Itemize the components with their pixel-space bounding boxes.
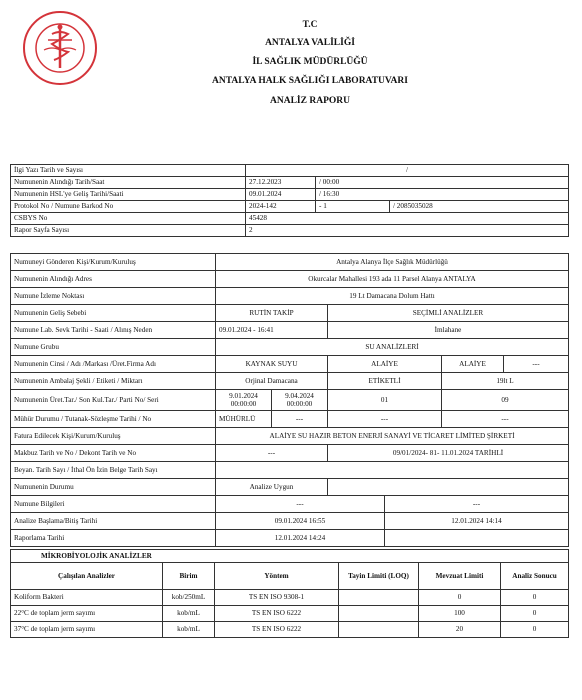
info-value: - 1 <box>316 201 390 213</box>
status-label: Numunenin Durumu <box>11 479 216 496</box>
info-value: / 00:00 <box>316 177 569 189</box>
sample-row <box>11 373 569 390</box>
analysis-label: Analize Başlama/Bitiş Tarihi <box>11 513 216 530</box>
info-label: Numunenin Alındığı Tarih/Saat <box>11 177 246 189</box>
micro-cell: 0 <box>501 606 569 622</box>
micro-cell: 37°C de toplam jerm sayımı <box>11 622 163 638</box>
info-value: / <box>246 165 569 177</box>
micro-cell: Koliform Bakteri <box>11 590 163 606</box>
header-mudurluk: İL SAĞLIK MÜDÜRLÜĞÜ <box>252 57 368 67</box>
receipt-label: Makbuz Tarih ve No / Dekont Tarih ve No <box>11 445 216 462</box>
sample-row <box>11 445 569 462</box>
receipt-value: --- <box>216 445 328 462</box>
micro-cell: kob/250mL <box>163 590 215 606</box>
sample-row <box>11 462 569 479</box>
micro-header: Çalışılan Analizler <box>11 563 163 590</box>
prod-time-text: 00:00:00 <box>230 400 257 408</box>
header-valilik: ANTALYA VALİLİĞİ <box>265 38 355 48</box>
sender-value: Antalya Alanya İlçe Sağlık Müdürlüğü <box>216 254 569 271</box>
header-lab: ANTALYA HALK SAĞLIĞI LABORATUVARI <box>212 76 408 86</box>
header-tc: T.C <box>302 20 318 30</box>
prod-label: Numunenin Üret.Tar./ Son Kul.Tar./ Parti No/ Seri <box>11 390 216 411</box>
info-value: 2024-142 <box>246 201 316 213</box>
group-label: Numune Grubu <box>11 339 216 356</box>
micro-title-row <box>11 550 569 563</box>
sample-row <box>11 254 569 271</box>
micro-cell <box>339 606 419 622</box>
analysis-end: 12.01.2024 14:14 <box>385 513 569 530</box>
pack-value: Orjinal Damacana <box>216 373 328 390</box>
seal-value: MÜHÜRLÜ <box>216 411 272 428</box>
table-row <box>11 622 569 638</box>
micro-cell: 0 <box>501 622 569 638</box>
batch-value: 01 <box>328 390 442 411</box>
info-label: Protokol No / Numune Barkod No <box>11 201 246 213</box>
exp-date <box>272 390 328 411</box>
info-value: / 16:30 <box>316 189 569 201</box>
health-ministry-seal-icon <box>22 10 98 86</box>
type-value: ALAİYE <box>328 356 442 373</box>
type-value: --- <box>504 356 569 373</box>
info-label: İlgi Yazı Tarih ve Sayısı <box>11 165 246 177</box>
sample-table <box>10 253 569 547</box>
info-bilgi-label: Numune Bilgileri <box>11 496 216 513</box>
info-value: 09.01.2024 <box>246 189 316 201</box>
sample-row <box>11 322 569 339</box>
info-value: 45428 <box>246 213 569 225</box>
invoice-value: ALAİYE SU HAZIR BETON ENERJİ SANAYİ VE TİCARET LİMİTED ŞİRKETİ <box>216 428 569 445</box>
micro-cell: 0 <box>419 590 501 606</box>
sample-row <box>11 496 569 513</box>
point-label: Numune İzleme Noktası <box>11 288 216 305</box>
info-row <box>11 177 569 189</box>
micro-cell: TS EN ISO 6222 <box>215 622 339 638</box>
micro-header: Birim <box>163 563 215 590</box>
sample-row <box>11 530 569 547</box>
seal-value: --- <box>272 411 328 428</box>
group-value: SU ANALİZLERİ <box>216 339 569 356</box>
micro-cell <box>339 590 419 606</box>
micro-cell: 0 <box>501 590 569 606</box>
micro-cell: 22°C de toplam jerm sayımı <box>11 606 163 622</box>
seal-label: Mühür Durumu / Tutanak-Sözleşme Tarihi / No <box>11 411 216 428</box>
sample-row <box>11 271 569 288</box>
reason-label: Numunenin Geliş Sebebi <box>11 305 216 322</box>
info-bilgi-value: --- <box>385 496 569 513</box>
exp-date-text: 9.04.2024 <box>285 391 314 400</box>
pack-value: ETİKETLİ <box>328 373 442 390</box>
header-report: ANALİZ RAPORU <box>270 96 350 106</box>
info-row <box>11 225 569 237</box>
sample-row <box>11 390 569 411</box>
sender-label: Numuneyi Gönderen Kişi/Kurum/Kuruluş <box>11 254 216 271</box>
prod-date-text: 9.01.2024 <box>229 391 258 400</box>
info-value: 27.12.2023 <box>246 177 316 189</box>
info-bilgi-value: --- <box>216 496 385 513</box>
micro-header: Analiz Sonucu <box>501 563 569 590</box>
info-row <box>11 201 569 213</box>
micro-cell: 20 <box>419 622 501 638</box>
micro-header: Tayin Limiti (LOQ) <box>339 563 419 590</box>
info-row <box>11 213 569 225</box>
info-value: / 2085035028 <box>390 201 569 213</box>
info-label: Numunenin HSL'ye Geliş Tarihi/Saati <box>11 189 246 201</box>
info-label: Rapor Sayfa Sayısı <box>11 225 246 237</box>
micro-cell: kob/mL <box>163 606 215 622</box>
sample-row <box>11 428 569 445</box>
micro-title: MİKROBİYOLOJİK ANALİZLER <box>11 550 569 563</box>
sample-row <box>11 356 569 373</box>
sample-row <box>11 305 569 322</box>
address-label: Numunenin Alındığı Adres <box>11 271 216 288</box>
type-label: Numunenin Cinsi / Adı /Markası /Üret.Firma Adı <box>11 356 216 373</box>
point-value: 19 Lt Damacana Dolum Hattı <box>216 288 569 305</box>
receipt-value: 09/01/2024- 81- 11.01.2024 TARİHLİ <box>328 445 569 462</box>
lab-date: 09.01.2024 - 16:41 <box>216 322 328 339</box>
micro-table <box>10 549 569 638</box>
micro-cell: TS EN ISO 9308-1 <box>215 590 339 606</box>
micro-cell: 100 <box>419 606 501 622</box>
micro-header-row <box>11 563 569 590</box>
sample-row <box>11 479 569 496</box>
table-row <box>11 590 569 606</box>
prod-date <box>216 390 272 411</box>
lab-reason: İmlahane <box>328 322 569 339</box>
info-row <box>11 189 569 201</box>
micro-header: Mevzuat Limiti <box>419 563 501 590</box>
pack-value: 19lt L <box>442 373 569 390</box>
sample-row <box>11 411 569 428</box>
sample-row <box>11 513 569 530</box>
table-row <box>11 606 569 622</box>
sample-row <box>11 288 569 305</box>
analysis-start: 09.01.2024 16:55 <box>216 513 385 530</box>
invoice-label: Fatura Edilecek Kişi/Kurum/Kuruluş <box>11 428 216 445</box>
report-date: 12.01.2024 14:24 <box>216 530 385 547</box>
info-table <box>10 164 569 237</box>
status-empty <box>328 479 569 496</box>
micro-header: Yöntem <box>215 563 339 590</box>
serial-value: 09 <box>442 390 569 411</box>
type-value: KAYNAK SUYU <box>216 356 328 373</box>
report-empty <box>385 530 569 547</box>
report-label: Raporlama Tarihi <box>11 530 216 547</box>
seal-value: --- <box>328 411 442 428</box>
sample-row <box>11 339 569 356</box>
pack-label: Numunenin Ambalaj Şekli / Etiketi / Miktarı <box>11 373 216 390</box>
reason-value: RUTİN TAKİP <box>216 305 328 322</box>
lab-label: Numune Lab. Sevk Tarihi - Saati / Alınış Neden <box>11 322 216 339</box>
type-value: ALAİYE <box>442 356 504 373</box>
exp-time-text: 00:00:00 <box>286 400 313 408</box>
decl-value <box>216 462 569 479</box>
info-value: 2 <box>246 225 569 237</box>
reason-value: SEÇİMLİ ANALİZLER <box>328 305 569 322</box>
info-row <box>11 165 569 177</box>
address-value: Okurcalar Mahallesi 193 ada 11 Parsel Alanya ANTALYA <box>216 271 569 288</box>
micro-cell: TS EN ISO 6222 <box>215 606 339 622</box>
micro-cell <box>339 622 419 638</box>
decl-label: Beyan. Tarih Sayı / İthal Ön İzin Belge Tarih Sayı <box>11 462 216 479</box>
info-label: CSBYS No <box>11 213 246 225</box>
micro-cell: kob/mL <box>163 622 215 638</box>
seal-value: --- <box>442 411 569 428</box>
status-value: Analize Uygun <box>216 479 328 496</box>
